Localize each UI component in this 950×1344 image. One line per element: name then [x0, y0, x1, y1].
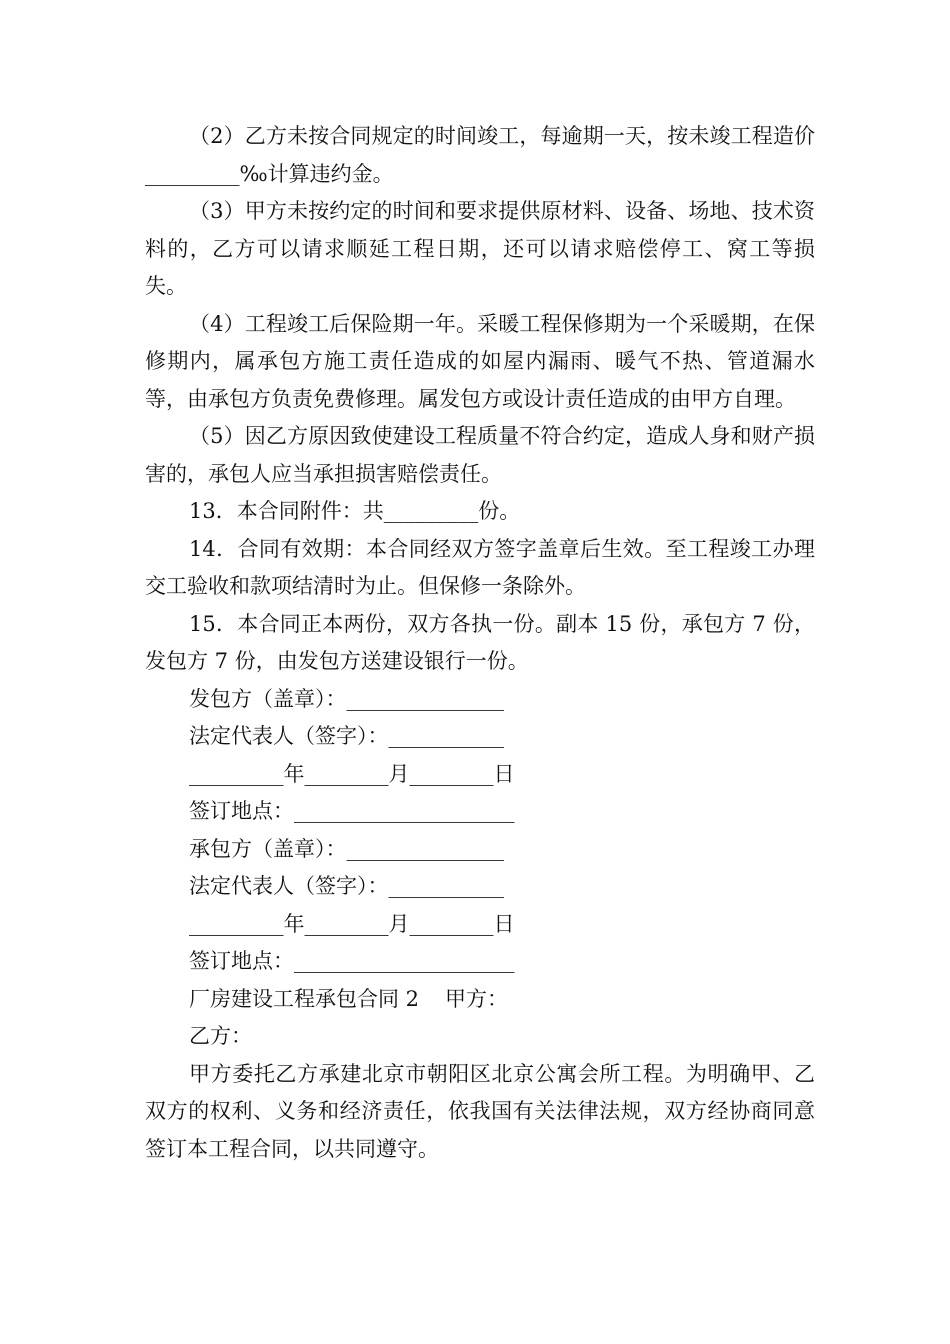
clause-paragraph: （5）因乙方原因致使建设工程质量不符合约定，造成人身和财产损害的，承包人应当承担损害赔偿责任。 [145, 424, 815, 486]
signature-line: _________年________月________日 [189, 911, 515, 936]
clause-paragraph: （3）甲方未按约定的时间和要求提供原材料、设备、场地、技术资料的，乙方可以请求顺延工程日期，还可以请求赔偿停工、窝工等损失。 [145, 199, 815, 298]
signature-line: 法定代表人（签字）：___________ [189, 874, 504, 898]
section-title: 厂房建设工程承包合同 2 [189, 986, 420, 1011]
signature-line: 发包方（盖章）：_______________ [189, 686, 504, 711]
clause-paragraph: （4）工程竣工后保险期一年。采暖工程保修期为一个采暖期，在保修期内，属承包方施工责任造成的如屋内漏雨、暖气不热、管道漏水等，由承包方负责免费修理。属发包方或设计责任造成的由甲方自理。 [145, 311, 815, 411]
party-b-label: 乙方： [189, 1024, 252, 1048]
signature-line: 签订地点：_____________________ [189, 949, 515, 973]
party-a-label: 甲方： [445, 986, 509, 1011]
signature-line: _________年________月________日 [189, 761, 515, 786]
signature-line: 签订地点：_____________________ [189, 799, 515, 823]
clause-paragraph: 14．合同有效期：本合同经双方签字盖章后生效。至工程竣工办理交工验收和款项结清时为止。但保修一条除外。 [145, 536, 815, 598]
signature-line: 承包方（盖章）：_______________ [189, 836, 504, 861]
clause-paragraph: 13．本合同附件：共_________份。 [189, 499, 521, 523]
closing-paragraph: 甲方委托乙方承建北京市朝阳区北京公寓会所工程。为明确甲、乙双方的权利、义务和经济责任，依我国有关法律法规，双方经协商同意签订本工程合同，以共同遵守。 [145, 1061, 815, 1161]
clause-paragraph: （2）乙方未按合同规定的时间竣工，每逾期一天，按未竣工程造价_________‰计算违约金。 [145, 124, 815, 186]
document-body [145, 118, 815, 1168]
section-heading-line [145, 981, 815, 1019]
signature-line: 法定代表人（签字）：___________ [189, 724, 504, 748]
clause-paragraph: 15．本合同正本两份，双方各执一份。副本 15 份，承包方 7 份，发包方 7 份，由发包方送建设银行一份。 [145, 611, 815, 673]
